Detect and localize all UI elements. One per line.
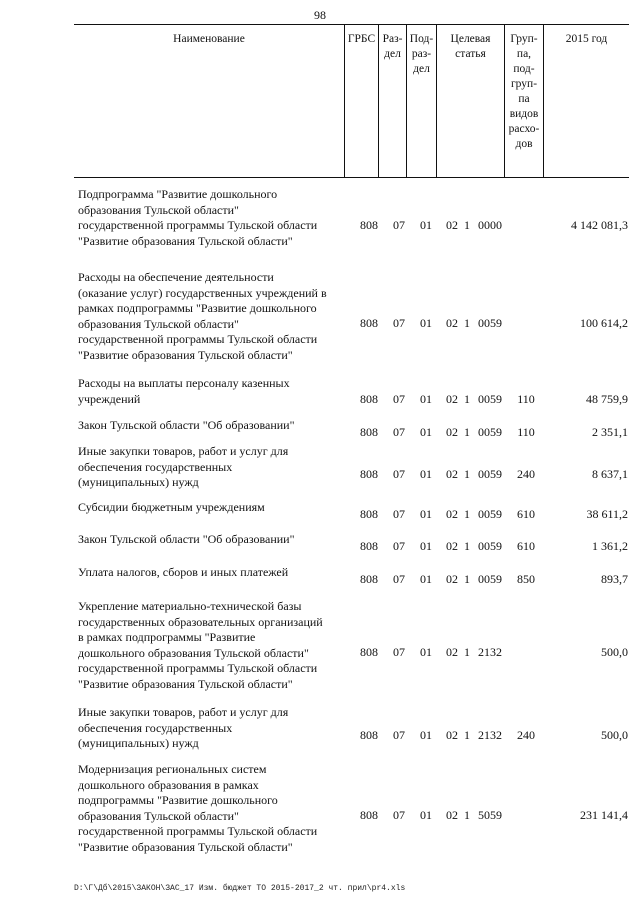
row-amount: 2 351,1 [592, 425, 628, 439]
page-number: 98 [314, 8, 326, 22]
header-grbs: ГРБС [347, 33, 376, 45]
row-cs3: 5059 [478, 808, 502, 822]
row-cs3: 2132 [478, 728, 502, 742]
row-cs1: 02 [446, 467, 458, 481]
row-cs1: 02 [446, 316, 458, 330]
row-cs1: 02 [446, 392, 458, 406]
row-grbs: 808 [360, 645, 378, 659]
row-grbs: 808 [360, 392, 378, 406]
row-razdel: 07 [393, 218, 405, 232]
row-amount: 100 614,2 [580, 316, 628, 330]
row-grbs: 808 [360, 316, 378, 330]
row-podrazdel: 01 [420, 645, 432, 659]
row-razdel: 07 [393, 808, 405, 822]
row-cs2: 1 [464, 572, 470, 586]
row-grbs: 808 [360, 539, 378, 553]
row-grbs: 808 [360, 467, 378, 481]
row-name: Закон Тульской области "Об образовании" [78, 532, 295, 546]
row-podrazdel: 01 [420, 425, 432, 439]
row-grbs: 808 [360, 507, 378, 521]
row-razdel: 07 [393, 425, 405, 439]
row-cs3: 0059 [478, 572, 502, 586]
row-cs2: 1 [464, 507, 470, 521]
header-gruppa: Груп- па, под- груп- па видов расхо- дов [508, 33, 540, 150]
row-name: Иные закупки товаров, работ и услуг для обеспечения государственных (муниципальных) нужд [78, 444, 289, 489]
row-cs3: 0059 [478, 425, 502, 439]
row-vr: 240 [517, 467, 535, 481]
row-cs1: 02 [446, 539, 458, 553]
row-name: Подпрограмма "Развитие дошкольного образования Тульской области" государственной программы Тульской области "Развитие образования Тульской области" [78, 187, 318, 248]
row-cs3: 0059 [478, 392, 502, 406]
row-name: Укрепление материально-технической базы государственных образовательных организаций в рамках подпрограммы "Развитие дошкольного образования Тульской области" государственной программы Тульской области "Развитие образования Тульской области" [78, 599, 323, 691]
row-cs1: 02 [446, 572, 458, 586]
row-razdel: 07 [393, 467, 405, 481]
row-cs2: 1 [464, 392, 470, 406]
row-razdel: 07 [393, 392, 405, 406]
row-cs1: 02 [446, 728, 458, 742]
row-vr: 240 [517, 728, 535, 742]
row-amount: 38 611,2 [586, 507, 628, 521]
row-vr: 110 [517, 392, 535, 406]
row-name: Субсидии бюджетным учреждениям [78, 500, 265, 514]
row-cs1: 02 [446, 218, 458, 232]
row-amount: 1 361,2 [592, 539, 628, 553]
row-amount: 48 759,9 [586, 392, 628, 406]
header-name: Наименование [173, 33, 245, 45]
row-name: Закон Тульской области "Об образовании" [78, 418, 295, 432]
row-cs2: 1 [464, 425, 470, 439]
row-cs1: 02 [446, 808, 458, 822]
row-cs1: 02 [446, 425, 458, 439]
row-razdel: 07 [393, 316, 405, 330]
row-grbs: 808 [360, 808, 378, 822]
row-razdel: 07 [393, 539, 405, 553]
row-amount: 231 141,4 [580, 808, 628, 822]
row-podrazdel: 01 [420, 218, 432, 232]
row-cs3: 0059 [478, 316, 502, 330]
row-name: Расходы на обеспечение деятельности (оказание услуг) государственных учреждений в рамках подпрограммы "Развитие дошкольного образования Тульской области" государственной программы Тульской области "Развитие образования Тульской области" [78, 270, 327, 362]
row-grbs: 808 [360, 572, 378, 586]
row-cs2: 1 [464, 645, 470, 659]
row-podrazdel: 01 [420, 728, 432, 742]
row-grbs: 808 [360, 425, 378, 439]
row-amount: 893,7 [601, 572, 628, 586]
row-podrazdel: 01 [420, 467, 432, 481]
row-razdel: 07 [393, 645, 405, 659]
row-vr: 610 [517, 539, 535, 553]
row-cs2: 1 [464, 467, 470, 481]
row-podrazdel: 01 [420, 392, 432, 406]
row-amount: 8 637,1 [592, 467, 628, 481]
row-cs2: 1 [464, 728, 470, 742]
row-podrazdel: 01 [420, 572, 432, 586]
row-name: Модернизация региональных систем дошкольного образования в рамках подпрограммы "Развитие дошкольного образования Тульской области" государственной программы Тульской области "Развитие образования Тульской области" [78, 762, 318, 854]
row-podrazdel: 01 [420, 316, 432, 330]
row-podrazdel: 01 [420, 539, 432, 553]
row-razdel: 07 [393, 728, 405, 742]
row-name: Расходы на выплаты персоналу казенных учреждений [78, 376, 290, 406]
header-year: 2015 год [565, 33, 608, 45]
row-grbs: 808 [360, 218, 378, 232]
table-header [74, 24, 629, 178]
row-cs3: 2132 [478, 645, 502, 659]
row-cs3: 0059 [478, 539, 502, 553]
row-grbs: 808 [360, 728, 378, 742]
row-vr: 850 [517, 572, 535, 586]
row-cs1: 02 [446, 507, 458, 521]
header-razdel: Раз- дел [382, 33, 403, 60]
row-name: Иные закупки товаров, работ и услуг для обеспечения государственных (муниципальных) нужд [78, 705, 289, 750]
row-razdel: 07 [393, 572, 405, 586]
header-podrazdel: Под- раз- дел [409, 33, 434, 75]
row-cs1: 02 [446, 645, 458, 659]
row-vr: 110 [517, 425, 535, 439]
row-razdel: 07 [393, 507, 405, 521]
file-path-footer: D:\Г\Дб\2015\ЗАКОН\ЗАС_17 Изм. бюджет ТО 2015-2017_2 чт. прил\pr4.xls [74, 884, 406, 893]
row-cs2: 1 [464, 539, 470, 553]
row-cs3: 0000 [478, 218, 502, 232]
header-celevaya: Целевая статья [450, 33, 491, 60]
row-name: Уплата налогов, сборов и иных платежей [78, 565, 289, 579]
row-amount: 500,0 [601, 728, 628, 742]
row-cs2: 1 [464, 316, 470, 330]
row-cs3: 0059 [478, 467, 502, 481]
row-amount: 4 142 081,3 [571, 218, 628, 232]
row-podrazdel: 01 [420, 808, 432, 822]
row-cs2: 1 [464, 808, 470, 822]
row-podrazdel: 01 [420, 507, 432, 521]
row-cs2: 1 [464, 218, 470, 232]
row-amount: 500,0 [601, 645, 628, 659]
row-cs3: 0059 [478, 507, 502, 521]
row-vr: 610 [517, 507, 535, 521]
